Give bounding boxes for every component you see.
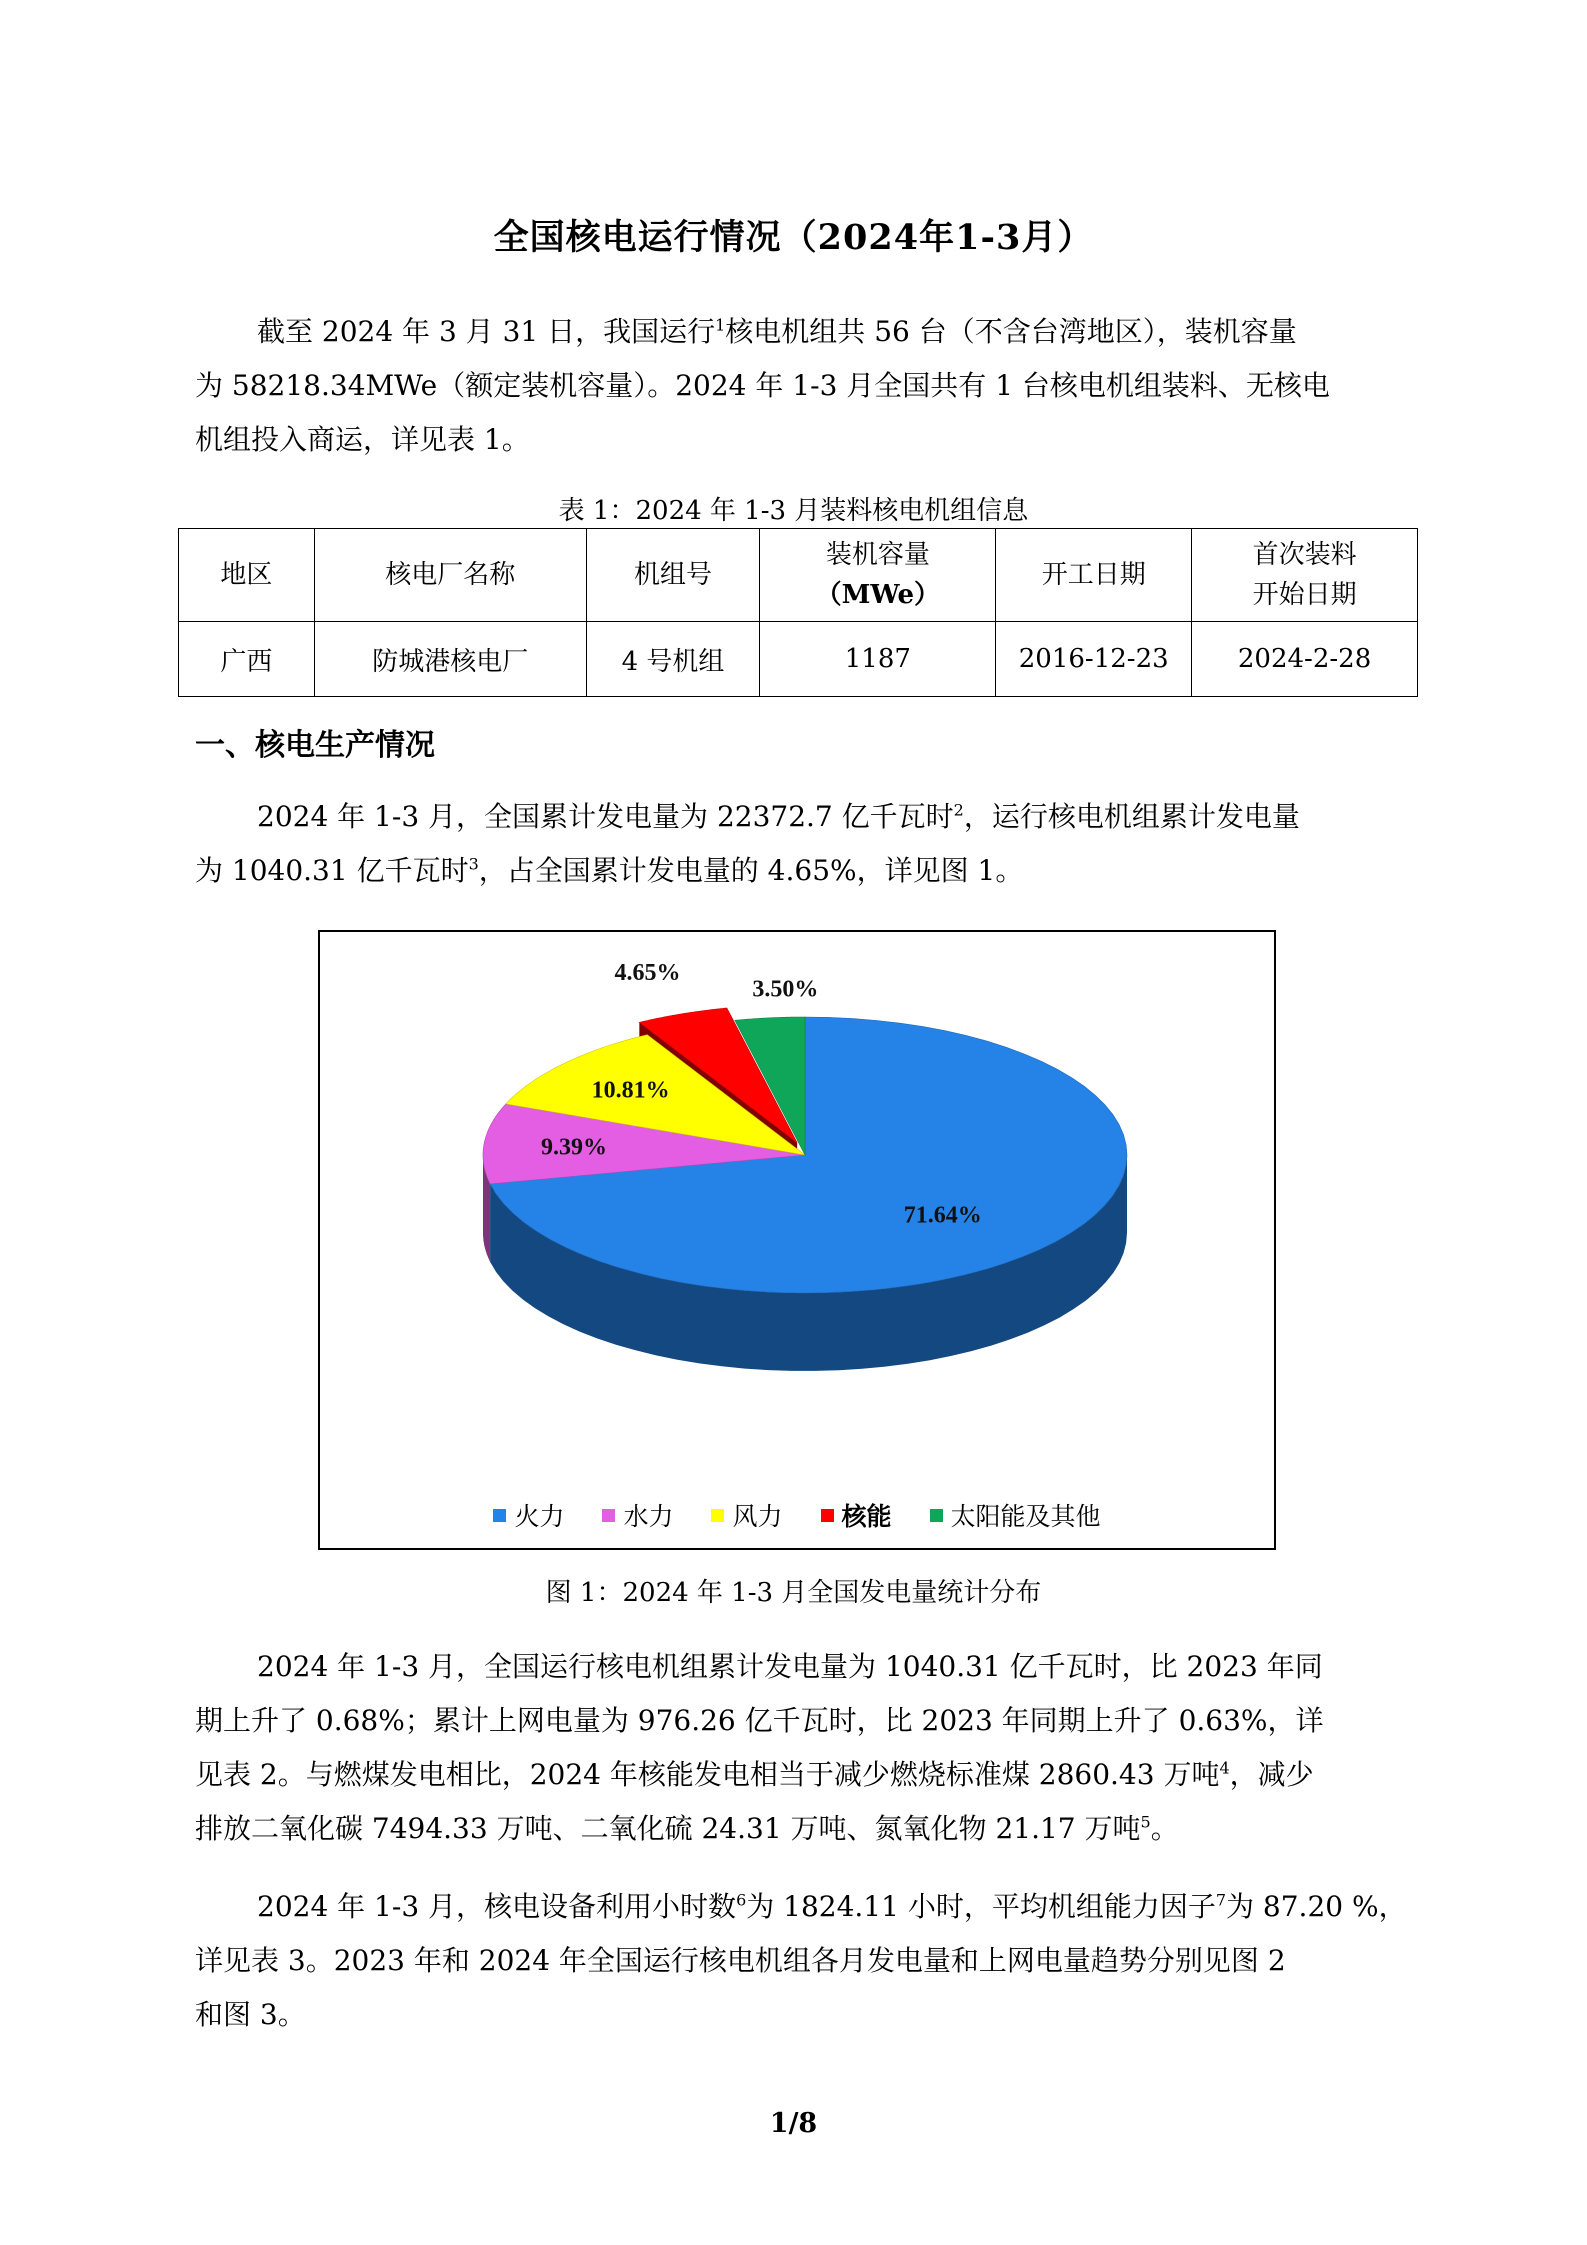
- header-plant-name: 核电厂名称: [314, 529, 586, 622]
- table1-caption: 表 1：2024 年 1-3 月装料核电机组信息: [558, 496, 1029, 526]
- utilization-line-1: 2024 年 1-3 月，核电设备利用小时数$^6$为 1824.11 小时，平均机组能力因子$^7$为 87.20 %，: [257, 1890, 1407, 1923]
- footnote-ref[interactable]: 6: [736, 1890, 747, 1910]
- legend-item-solar-other: 太阳能及其他: [930, 1497, 1101, 1533]
- header-capacity: 装机容量 （MWe）: [760, 529, 996, 622]
- header-unit: 机组号: [586, 529, 760, 622]
- utilization-paragraph: [195, 1880, 1405, 2042]
- legend-swatch-icon: [711, 1509, 724, 1522]
- legend-item-wind: 风力: [711, 1497, 782, 1533]
- data-label-nuclear: 4.65%: [614, 960, 681, 987]
- section-heading: 一、核电生产情况: [195, 728, 435, 763]
- intro-line-1: 截至 2024 年 3 月 31 日，我国运行$^1$核电机组共 56 台（不含台湾地区），装机容量: [257, 315, 1297, 348]
- cell-plant-name: 防城港核电厂: [314, 622, 586, 697]
- data-label-hydro: 9.39%: [541, 1134, 607, 1161]
- legend-swatch-icon: [821, 1509, 834, 1522]
- page-title: 全国核电运行情况（2024年1-3月）: [493, 217, 1094, 258]
- data-label-wind: 10.81%: [591, 1077, 670, 1104]
- output-paragraph: [195, 1640, 1405, 1856]
- legend-swatch-icon: [930, 1509, 943, 1522]
- footnote-ref[interactable]: 4: [1219, 1758, 1230, 1778]
- utilization-line-3: 和图 3。: [195, 1998, 306, 2031]
- legend-swatch-icon: [493, 1509, 506, 1522]
- output-line-2: 期上升了 0.68%；累计上网电量为 976.26 亿千瓦时，比 2023 年同期上升了 0.63%，详: [195, 1704, 1324, 1737]
- cell-first-loading: 2024-2-28: [1192, 622, 1418, 697]
- production-line-2: 为 1040.31 亿千瓦时$^3$，占全国累计发电量的 4.65%，详见图 1。: [195, 854, 1024, 887]
- intro-paragraph: [195, 305, 1405, 467]
- footnote-ref[interactable]: 1: [715, 315, 726, 335]
- chart-legend: [320, 1497, 1274, 1533]
- cell-region: 广西: [179, 622, 315, 697]
- header-region: 地区: [179, 529, 315, 622]
- legend-item-hydro: 水力: [602, 1497, 673, 1533]
- footnote-ref[interactable]: 5: [1140, 1812, 1151, 1832]
- production-paragraph: [195, 790, 1405, 898]
- output-line-4: 排放二氧化碳 7494.33 万吨、二氧化硫 24.31 万吨、氮氧化物 21.17 万吨$^5$。: [195, 1812, 1179, 1845]
- output-line-1: 2024 年 1-3 月，全国运行核电机组累计发电量为 1040.31 亿千瓦时，比 2023 年同: [257, 1650, 1323, 1683]
- table-header-row: [179, 529, 1418, 622]
- utilization-line-2: 详见表 3。2023 年和 2024 年全国运行核电机组各月发电量和上网电量趋势分别见图 2: [195, 1944, 1286, 1977]
- footnote-ref[interactable]: 7: [1215, 1890, 1227, 1910]
- cell-capacity: 1187: [760, 622, 996, 697]
- table1: [178, 528, 1418, 697]
- data-label-thermal: 71.64%: [903, 1202, 982, 1229]
- footnote-ref[interactable]: 3: [468, 854, 479, 874]
- pie-chart-figure: [318, 930, 1276, 1550]
- page-number: 1/8: [769, 2108, 818, 2139]
- table-row: [179, 622, 1418, 697]
- legend-swatch-icon: [602, 1509, 615, 1522]
- figure1-caption: 图 1：2024 年 1-3 月全国发电量统计分布: [545, 1578, 1042, 1608]
- legend-item-thermal: 火力: [493, 1497, 564, 1533]
- footnote-ref[interactable]: 2: [953, 800, 964, 820]
- output-line-3: 见表 2。与燃煤发电相比，2024 年核能发电相当于减少燃烧标准煤 2860.43 万吨$^4$，减少: [195, 1758, 1314, 1791]
- header-start-date: 开工日期: [996, 529, 1192, 622]
- intro-line-2: 为 58218.34MWe（额定装机容量）。2024 年 1-3 月全国共有 1 台核电机组装料、无核电: [195, 369, 1330, 402]
- header-first-loading: 首次装料 开始日期: [1192, 529, 1418, 622]
- cell-unit: 4 号机组: [586, 622, 760, 697]
- production-line-1: 2024 年 1-3 月，全国累计发电量为 22372.7 亿千瓦时$^2$，运行核电机组累计发电量: [257, 800, 1300, 833]
- data-label-solar-other: 3.50%: [752, 976, 819, 1003]
- legend-item-nuclear: 核能: [821, 1497, 892, 1533]
- intro-line-3: 机组投入商运，详见表 1。: [195, 423, 530, 456]
- pie-chart: [320, 932, 1274, 1492]
- cell-start-date: 2016-12-23: [996, 622, 1192, 697]
